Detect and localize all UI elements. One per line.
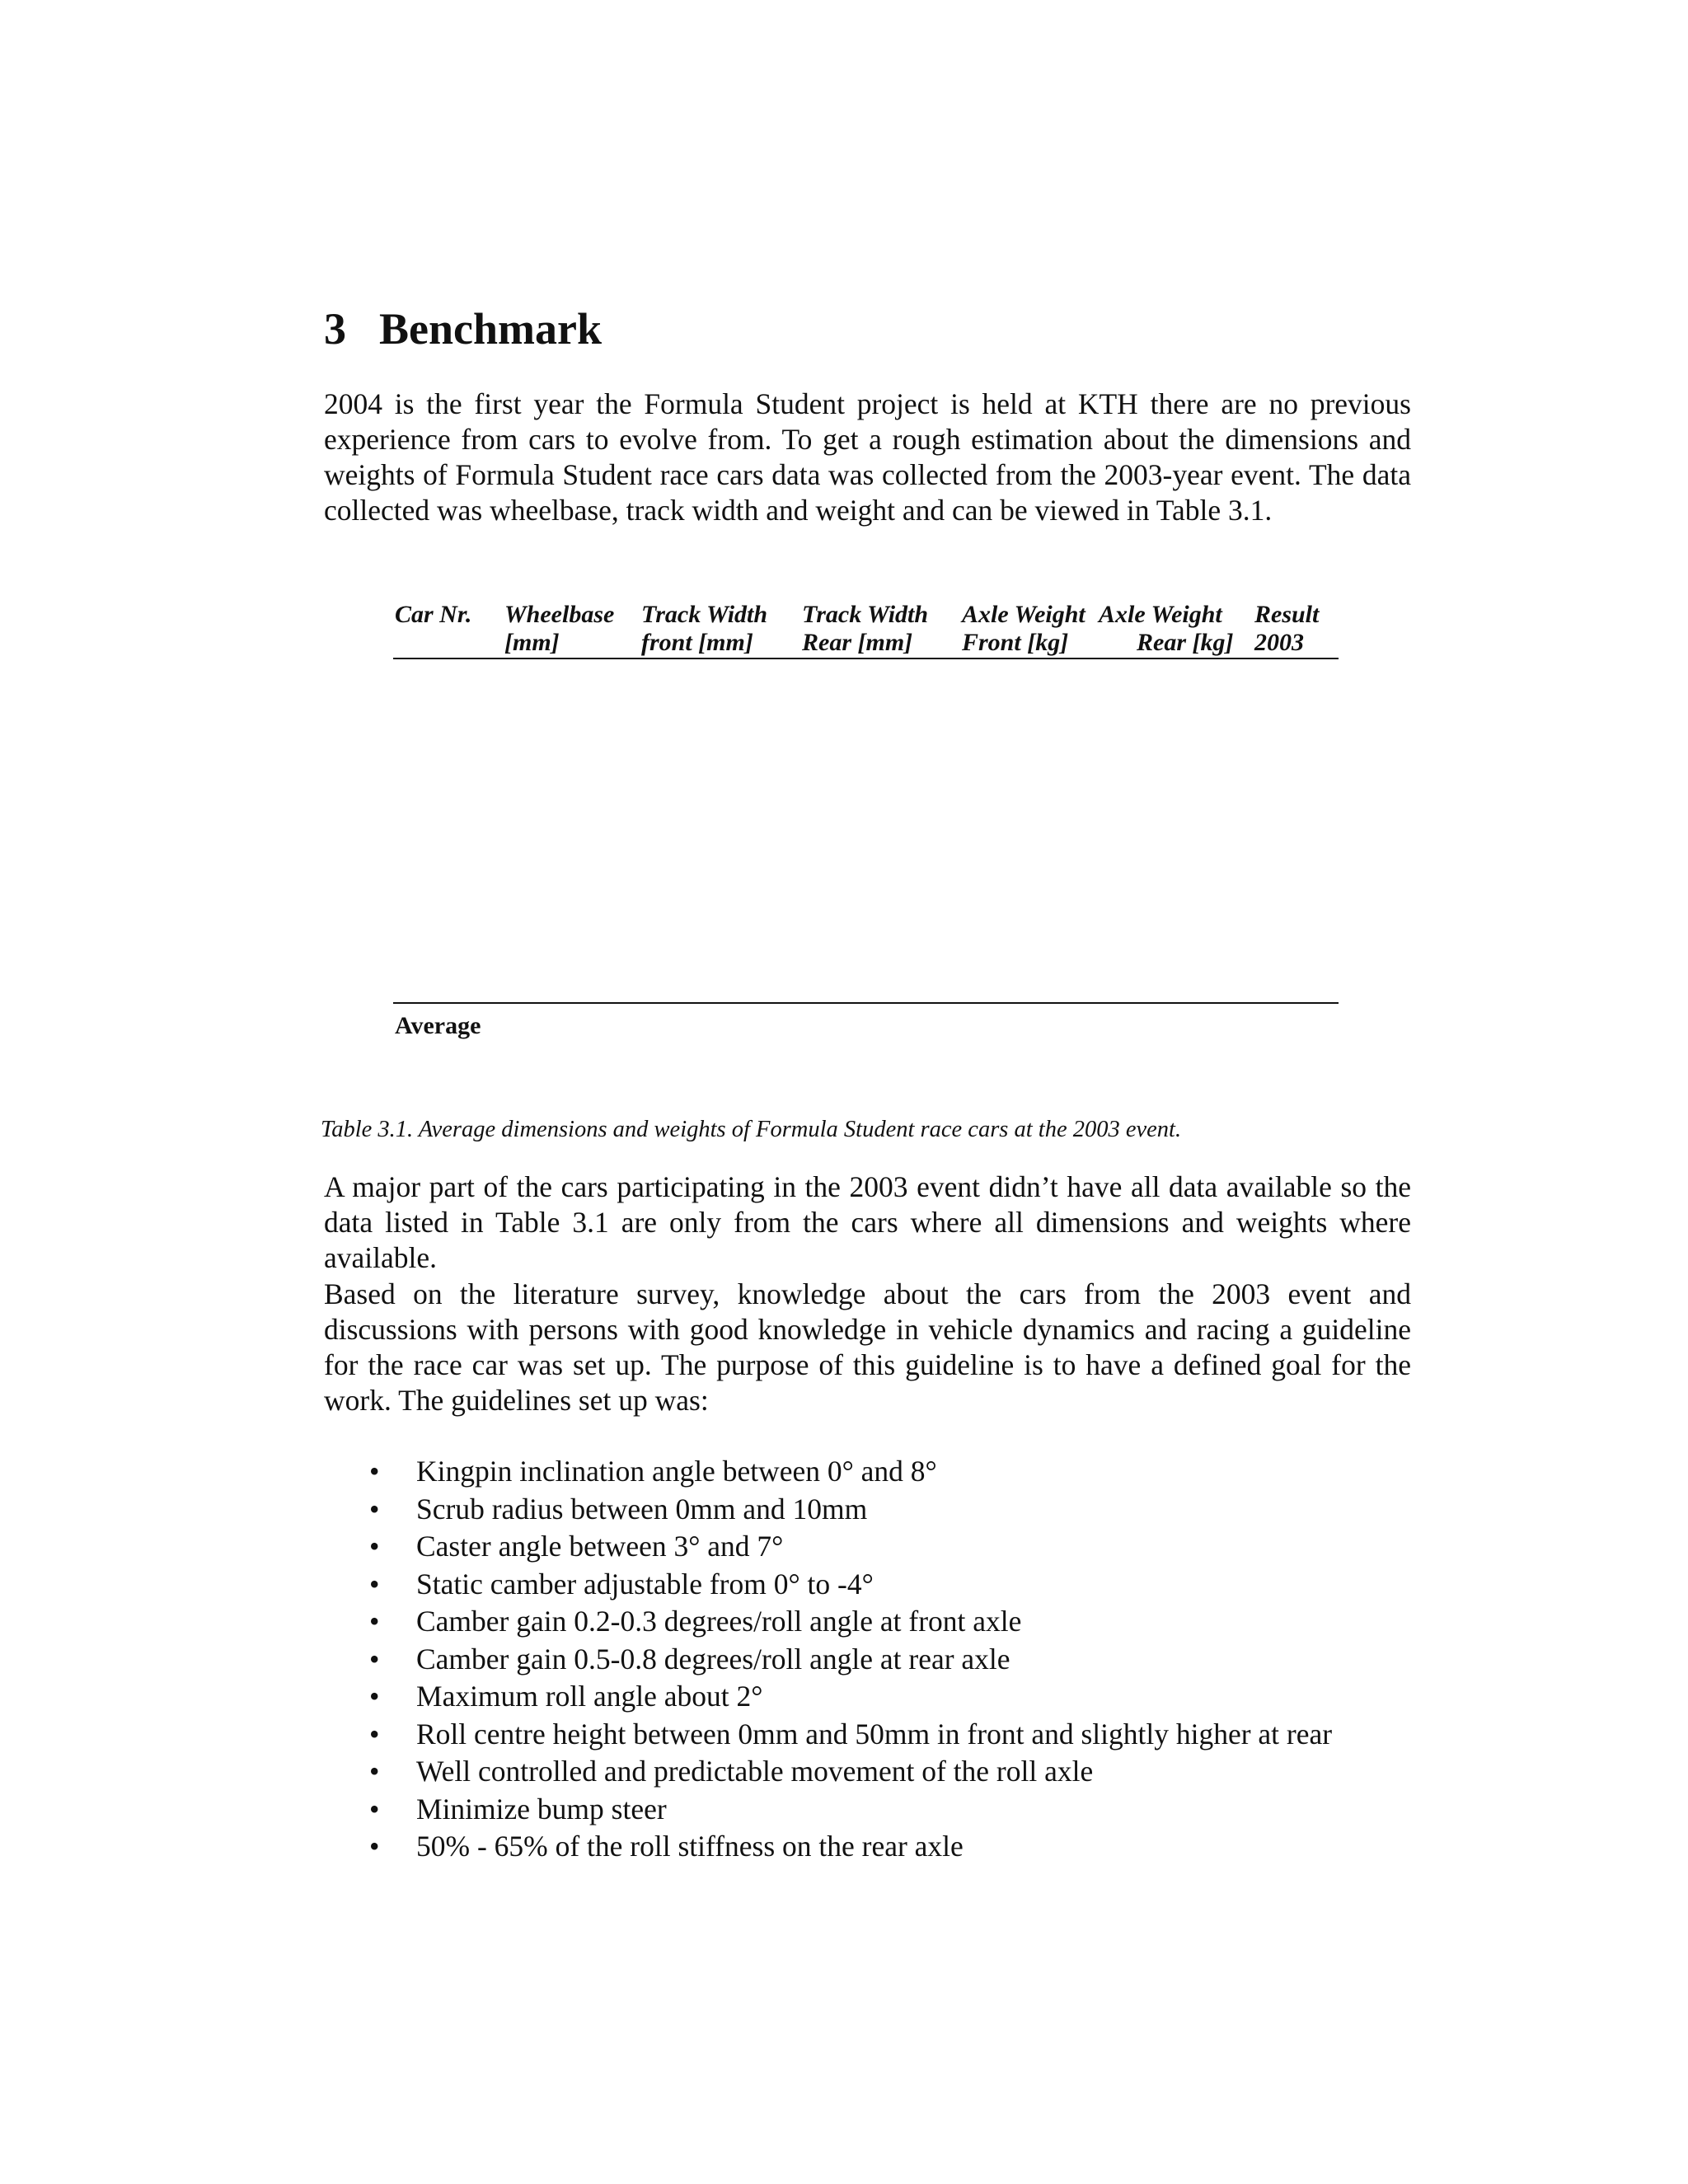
header-axle-rear-unit: Rear [kg] (1137, 629, 1234, 656)
header-track-front: Track Width (641, 601, 768, 628)
list-item-text: Camber gain 0.2-0.3 degrees/roll angle at front axle (416, 1605, 1022, 1638)
bullet-icon: • (369, 1755, 380, 1788)
header-wheelbase: Wheelbase (504, 601, 615, 628)
list-item-text: Camber gain 0.5-0.8 degrees/roll angle at rear axle (416, 1642, 1010, 1675)
bullet-icon: • (369, 1567, 380, 1601)
table-caption: Table 3.1. Average dimensions and weights of Formula Student race cars at the 2003 event. (321, 1117, 1182, 1142)
list-item (363, 1528, 1332, 1566)
list-item (363, 1753, 1332, 1791)
list-item (363, 1641, 1332, 1679)
list-item (363, 1791, 1332, 1829)
header-axle-rear: Axle Weight (1099, 601, 1222, 628)
section-title: Benchmark (379, 304, 602, 354)
list-item (363, 1828, 1332, 1866)
intro-paragraph: 2004 is the first year the Formula Student project is held at KTH there are no previous experience from cars to evolve from. To get a rough estimation about the dimensions and weights of Formula Student race cars data was collected from the 2003-year event. The data collected was wheelbase, track width and weight and can be viewed in Table 3.1. (324, 387, 1411, 527)
guideline-list (363, 1453, 1332, 1866)
list-item (363, 1678, 1332, 1716)
list-item-text: Maximum roll angle about 2° (416, 1680, 763, 1713)
list-item-text: Static camber adjustable from 0° to -4° (416, 1567, 874, 1601)
list-item (363, 1566, 1332, 1604)
bullet-icon: • (369, 1642, 380, 1675)
after-table-paragraph: A major part of the cars participating in the 2003 event didn’t have all data available so the data listed in Table 3.1 are only from the cars where all dimensions and weights where available. (324, 1170, 1411, 1274)
average-label: Average (395, 1012, 481, 1039)
list-item (363, 1491, 1332, 1529)
bullet-icon: • (369, 1455, 380, 1488)
list-item (363, 1716, 1332, 1754)
list-item (363, 1603, 1332, 1641)
bullet-icon: • (369, 1717, 380, 1750)
section-heading (324, 303, 602, 354)
header-wheelbase-unit: [mm] (504, 629, 560, 656)
bullet-icon: • (369, 1792, 380, 1825)
bullet-icon: • (369, 1830, 380, 1863)
header-track-front-unit: front [mm] (641, 629, 753, 656)
guideline-paragraph: Based on the literature survey, knowledge about the cars from the 2003 event and discussions with persons with good knowledge in vehicle dynamics and racing a guideline for the race car was set up. The purpose of this guideline is to have a defined goal for the work. The guidelines set up was: (324, 1277, 1411, 1417)
section-number: 3 (324, 304, 346, 354)
list-item-text: Roll centre height between 0mm and 50mm in front and slightly higher at rear (416, 1717, 1333, 1750)
header-track-rear: Track Width (802, 601, 929, 628)
header-car-nr: Car Nr. (395, 601, 472, 628)
list-item-text: Kingpin inclination angle between 0° and 8° (416, 1455, 937, 1488)
list-item-text: 50% - 65% of the roll stiffness on the rear axle (416, 1830, 964, 1863)
bullet-icon: • (369, 1605, 380, 1638)
table-bottom-rule (393, 1002, 1339, 1004)
list-item (363, 1453, 1332, 1491)
list-item-text: Minimize bump steer (416, 1792, 667, 1825)
table-header-rule (393, 658, 1339, 659)
header-axle-front-unit: Front [kg] (962, 629, 1069, 656)
header-result-year: 2003 (1254, 629, 1304, 656)
list-item-text: Caster angle between 3° and 7° (416, 1530, 784, 1563)
bullet-icon: • (369, 1530, 380, 1563)
list-item-text: Scrub radius between 0mm and 10mm (416, 1492, 868, 1526)
header-track-rear-unit: Rear [mm] (802, 629, 913, 656)
bullet-icon: • (369, 1492, 380, 1526)
list-item-text: Well controlled and predictable movement of the roll axle (416, 1755, 1094, 1788)
bullet-icon: • (369, 1680, 380, 1713)
header-result: Result (1254, 601, 1320, 628)
header-axle-front: Axle Weight (962, 601, 1085, 628)
